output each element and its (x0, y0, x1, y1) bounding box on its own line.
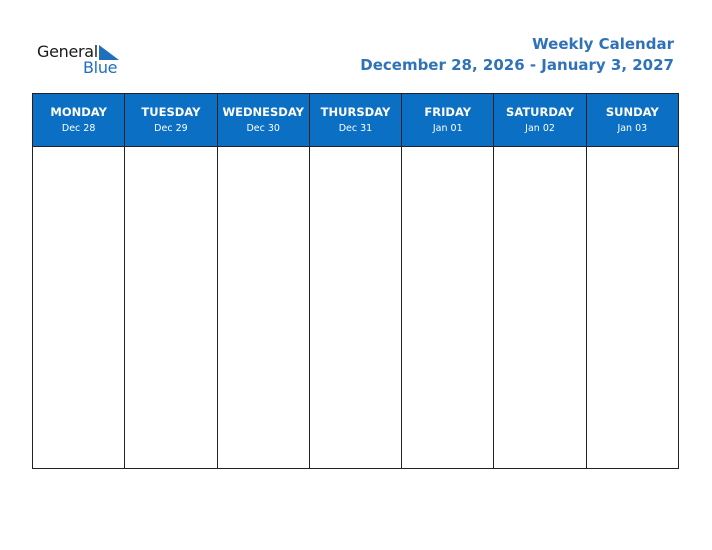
day-name: THURSDAY (320, 105, 391, 119)
day-cell[interactable] (587, 147, 678, 468)
day-cell[interactable] (494, 147, 585, 468)
day-cell[interactable] (125, 147, 216, 468)
day-header (125, 94, 216, 147)
day-header (33, 94, 124, 147)
header-titles (360, 34, 674, 76)
day-name: MONDAY (50, 105, 107, 119)
day-column-saturday (494, 94, 586, 468)
day-column-tuesday (125, 94, 217, 468)
day-date: Jan 01 (432, 123, 463, 134)
day-cell[interactable] (402, 147, 493, 468)
day-column-wednesday (218, 94, 310, 468)
day-column-sunday (587, 94, 678, 468)
page-title: Weekly Calendar (532, 35, 674, 53)
day-cell[interactable] (218, 147, 309, 468)
day-date: Dec 28 (61, 123, 96, 134)
logo-word-blue: Blue (83, 58, 118, 77)
logo-word-general: General (37, 42, 98, 61)
day-date: Jan 03 (617, 123, 648, 134)
day-date: Jan 02 (525, 123, 555, 134)
day-date: Dec 31 (338, 123, 373, 134)
day-header (310, 94, 401, 147)
day-name: FRIDAY (424, 105, 472, 119)
date-range: December 28, 2026 - January 3, 2027 (360, 56, 674, 74)
day-cell[interactable] (310, 147, 401, 468)
day-name: TUESDAY (141, 105, 201, 119)
day-date: Dec 30 (246, 123, 280, 134)
day-header (218, 94, 309, 147)
day-header (587, 94, 678, 147)
day-cell[interactable] (33, 147, 124, 468)
day-name: SUNDAY (605, 105, 659, 119)
weekly-calendar-grid (32, 93, 679, 469)
day-column-friday (402, 94, 494, 468)
day-column-monday (33, 94, 125, 468)
general-blue-logo (37, 40, 127, 80)
day-column-thursday (310, 94, 402, 468)
day-name: SATURDAY (506, 105, 575, 119)
day-name: WEDNESDAY (222, 105, 304, 119)
day-header (494, 94, 585, 147)
day-date: Dec 29 (154, 123, 188, 134)
day-header (402, 94, 493, 147)
